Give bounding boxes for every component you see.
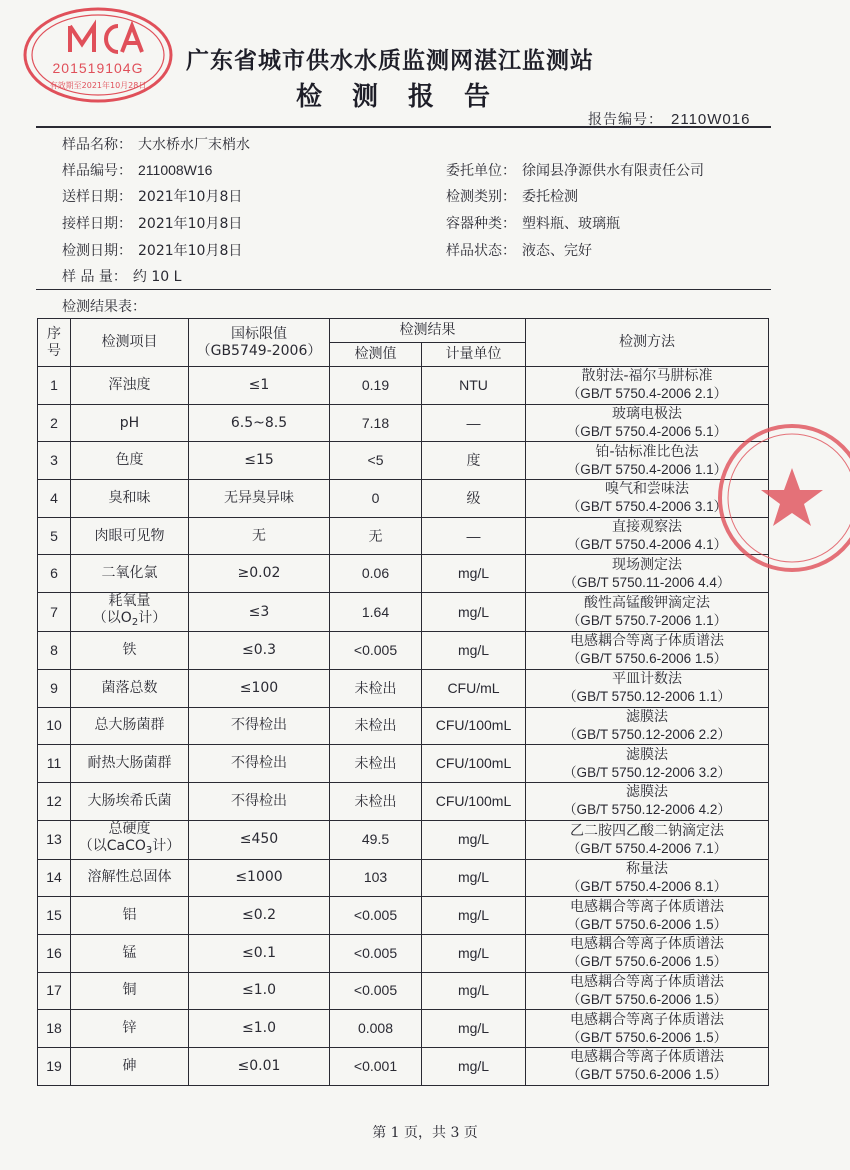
table-row: [38, 820, 769, 859]
cell-value: 49.5: [330, 820, 422, 859]
cell-unit: mg/L: [422, 555, 526, 593]
client-unit: [446, 160, 704, 180]
cell-value: 无: [330, 517, 422, 555]
cell-method: 现场测定法 （GB/T 5750.11-2006 4.4）: [526, 555, 769, 593]
delivery-date: [62, 186, 242, 206]
cell-method: 散射法-福尔马肼标准 （GB/T 5750.4-2006 2.1）: [526, 367, 769, 405]
info-label: 检测类别：: [446, 189, 516, 205]
info-value: 液态、完好: [522, 243, 592, 259]
info-value: 2021年10月8日: [138, 216, 243, 232]
inspection-seal-icon: [712, 418, 850, 578]
svg-text:201519104G: 201519104G: [52, 60, 144, 76]
table-row: [38, 934, 769, 972]
cell-limit: ≤1.0: [189, 1010, 330, 1048]
cell-method: 电感耦合等离子体质谱法 （GB/T 5750.6-2006 1.5）: [526, 1010, 769, 1048]
cell-value: 未检出: [330, 782, 422, 820]
info-value: 2021年10月8日: [138, 189, 243, 205]
cell-unit: NTU: [422, 367, 526, 405]
cell-limit: 无: [189, 517, 330, 555]
sample-name: [62, 134, 250, 154]
cell-item: 菌落总数: [71, 669, 189, 707]
cell-limit: ≤1.0: [189, 972, 330, 1010]
cell-value: <0.005: [330, 897, 422, 935]
report-title: 检测报告: [296, 82, 521, 112]
cell-limit: 6.5~8.5: [189, 404, 330, 442]
cell-seq: 8: [38, 632, 71, 670]
info-value: 塑料瓶、玻璃瓶: [522, 216, 620, 232]
info-label: 样品编号：: [62, 163, 132, 179]
cell-value: <0.005: [330, 632, 422, 670]
cell-unit: mg/L: [422, 632, 526, 670]
cell-item: 大肠埃希氏菌: [71, 782, 189, 820]
cell-item: 浑浊度: [71, 367, 189, 405]
cell-unit: CFU/mL: [422, 669, 526, 707]
sample-quantity: [62, 266, 181, 286]
cell-seq: 6: [38, 555, 71, 593]
cell-unit: —: [422, 404, 526, 442]
cell-method: 嗅气和尝味法 （GB/T 5750.4-2006 3.1）: [526, 480, 769, 518]
report-number-label: 报告编号：: [588, 112, 663, 128]
cell-unit: CFU/100mL: [422, 707, 526, 745]
cell-limit: ≥0.02: [189, 555, 330, 593]
cell-seq: 18: [38, 1010, 71, 1048]
cell-seq: 4: [38, 480, 71, 518]
header-result: 检测结果: [330, 319, 526, 343]
table-row: [38, 480, 769, 518]
cell-limit: ≤15: [189, 442, 330, 480]
cell-value: 0: [330, 480, 422, 518]
info-value: 大水桥水厂末梢水: [138, 137, 250, 153]
cell-method: 电感耦合等离子体质谱法 （GB/T 5750.6-2006 1.5）: [526, 934, 769, 972]
cell-item: 总硬度 （以CaCO$_3$计）: [71, 820, 189, 859]
cell-limit: 不得检出: [189, 707, 330, 745]
cell-seq: 9: [38, 669, 71, 707]
cell-method: 滤膜法 （GB/T 5750.12-2006 2.2）: [526, 707, 769, 745]
cell-seq: 11: [38, 745, 71, 783]
table-row: [38, 859, 769, 897]
header-limit: 国标限值 （GB5749-2006）: [189, 319, 330, 367]
cell-seq: 7: [38, 593, 71, 632]
cell-limit: 不得检出: [189, 782, 330, 820]
info-label: 样品名称：: [62, 137, 132, 153]
table-row: [38, 897, 769, 935]
cell-limit: 不得检出: [189, 745, 330, 783]
cell-seq: 1: [38, 367, 71, 405]
cell-seq: 19: [38, 1048, 71, 1086]
info-value: 约 10 L: [132, 269, 182, 285]
svg-text:有效期至2021年10月28日: 有效期至2021年10月28日: [49, 81, 147, 90]
cell-unit: mg/L: [422, 972, 526, 1010]
cell-value: 0.19: [330, 367, 422, 405]
info-value: 委托检测: [522, 189, 578, 205]
receipt-date: [62, 213, 242, 233]
cell-value: <0.001: [330, 1048, 422, 1086]
station-title: 广东省城市供水水质监测网湛江监测站: [186, 47, 594, 74]
cell-item: 色度: [71, 442, 189, 480]
cell-item: 铝: [71, 897, 189, 935]
cell-limit: ≤1: [189, 367, 330, 405]
info-value: 211008W16: [138, 162, 213, 178]
info-divider: [36, 289, 771, 290]
cell-unit: mg/L: [422, 859, 526, 897]
table-row: [38, 593, 769, 632]
page-footer: 第 1 页，共 3 页: [372, 1125, 478, 1141]
header-divider: [36, 126, 771, 128]
table-row: [38, 555, 769, 593]
info-value: 2021年10月8日: [138, 243, 243, 259]
cma-stamp-icon: [22, 6, 174, 104]
cell-seq: 14: [38, 859, 71, 897]
cell-seq: 15: [38, 897, 71, 935]
results-table: [37, 318, 769, 1086]
report-number-value: 2110W016: [671, 111, 751, 128]
cell-unit: 度: [422, 442, 526, 480]
cell-method: 酸性高锰酸钾滴定法 （GB/T 5750.7-2006 1.1）: [526, 593, 769, 632]
cell-item: 锰: [71, 934, 189, 972]
cell-method: 乙二胺四乙酸二钠滴定法 （GB/T 5750.4-2006 7.1）: [526, 820, 769, 859]
sample-number: [62, 160, 212, 180]
header-unit: 计量单位: [422, 343, 526, 367]
cell-limit: ≤0.2: [189, 897, 330, 935]
cell-method: 直接观察法 （GB/T 5750.4-2006 4.1）: [526, 517, 769, 555]
test-date: [62, 240, 242, 260]
cell-seq: 3: [38, 442, 71, 480]
cell-item: 锌: [71, 1010, 189, 1048]
cell-unit: mg/L: [422, 820, 526, 859]
cell-method: 铂-钴标准比色法 （GB/T 5750.4-2006 1.1）: [526, 442, 769, 480]
cell-limit: ≤0.3: [189, 632, 330, 670]
cell-seq: 5: [38, 517, 71, 555]
cell-method: 平皿计数法 （GB/T 5750.12-2006 1.1）: [526, 669, 769, 707]
cell-method: 玻璃电极法 （GB/T 5750.4-2006 5.1）: [526, 404, 769, 442]
info-label: 接样日期：: [62, 216, 132, 232]
table-row: [38, 669, 769, 707]
cell-value: <5: [330, 442, 422, 480]
table-row: [38, 442, 769, 480]
header-item: 检测项目: [71, 319, 189, 367]
cell-seq: 12: [38, 782, 71, 820]
cell-method: 称量法 （GB/T 5750.4-2006 8.1）: [526, 859, 769, 897]
header-method: 检测方法: [526, 319, 769, 367]
cell-value: 0.06: [330, 555, 422, 593]
cell-unit: mg/L: [422, 897, 526, 935]
cell-limit: ≤450: [189, 820, 330, 859]
cell-limit: 无异臭异味: [189, 480, 330, 518]
cell-method: 电感耦合等离子体质谱法 （GB/T 5750.6-2006 1.5）: [526, 1048, 769, 1086]
cell-limit: ≤100: [189, 669, 330, 707]
cell-value: 未检出: [330, 745, 422, 783]
cell-value: 0.008: [330, 1010, 422, 1048]
table-row: [38, 517, 769, 555]
cell-value: <0.005: [330, 972, 422, 1010]
cell-seq: 2: [38, 404, 71, 442]
cell-item: 耐热大肠菌群: [71, 745, 189, 783]
info-label: 委托单位：: [446, 163, 516, 179]
cell-value: 1.64: [330, 593, 422, 632]
cell-item: 肉眼可见物: [71, 517, 189, 555]
cell-limit: ≤1000: [189, 859, 330, 897]
cell-item: 总大肠菌群: [71, 707, 189, 745]
cell-item: pH: [71, 404, 189, 442]
cell-method: 滤膜法 （GB/T 5750.12-2006 4.2）: [526, 782, 769, 820]
cell-unit: 级: [422, 480, 526, 518]
cell-item: 溶解性总固体: [71, 859, 189, 897]
cell-item: 耗氧量 （以$O_2$计）: [71, 593, 189, 632]
cell-limit: ≤0.1: [189, 934, 330, 972]
table-row: [38, 782, 769, 820]
cell-unit: mg/L: [422, 1048, 526, 1086]
cell-unit: mg/L: [422, 1010, 526, 1048]
sample-state: [446, 240, 592, 260]
table-row: [38, 404, 769, 442]
cell-unit: CFU/100mL: [422, 745, 526, 783]
cell-item: 铁: [71, 632, 189, 670]
container-type: [446, 213, 620, 233]
cell-seq: 16: [38, 934, 71, 972]
results-title: 检测结果表：: [62, 299, 146, 315]
cell-value: 7.18: [330, 404, 422, 442]
test-category: [446, 186, 578, 206]
table-row: [38, 1048, 769, 1086]
cell-method: 滤膜法 （GB/T 5750.12-2006 3.2）: [526, 745, 769, 783]
cell-value: <0.005: [330, 934, 422, 972]
table-row: [38, 707, 769, 745]
table-row: [38, 632, 769, 670]
cell-value: 未检出: [330, 669, 422, 707]
info-label: 样品状态：: [446, 243, 516, 259]
info-value: 徐闻县净源供水有限责任公司: [522, 163, 704, 179]
cell-limit: ≤3: [189, 593, 330, 632]
table-row: [38, 745, 769, 783]
cell-unit: mg/L: [422, 934, 526, 972]
info-label: 容器种类：: [446, 216, 516, 232]
cell-item: 二氧化氯: [71, 555, 189, 593]
header-measured: 检测值: [330, 343, 422, 367]
table-row: [38, 367, 769, 405]
cell-item: 铜: [71, 972, 189, 1010]
cell-item: 臭和味: [71, 480, 189, 518]
cell-unit: mg/L: [422, 593, 526, 632]
cell-method: 电感耦合等离子体质谱法 （GB/T 5750.6-2006 1.5）: [526, 632, 769, 670]
cell-value: 未检出: [330, 707, 422, 745]
info-label: 送样日期：: [62, 189, 132, 205]
cell-item: 砷: [71, 1048, 189, 1086]
cell-method: 电感耦合等离子体质谱法 （GB/T 5750.6-2006 1.5）: [526, 897, 769, 935]
table-row: [38, 1010, 769, 1048]
info-label: 样 品 量：: [62, 269, 127, 285]
cell-seq: 10: [38, 707, 71, 745]
cell-limit: ≤0.01: [189, 1048, 330, 1086]
cell-value: 103: [330, 859, 422, 897]
table-row: [38, 972, 769, 1010]
cell-method: 电感耦合等离子体质谱法 （GB/T 5750.6-2006 1.5）: [526, 972, 769, 1010]
header-seq: 序 号: [38, 319, 71, 367]
cell-seq: 17: [38, 972, 71, 1010]
cell-seq: 13: [38, 820, 71, 859]
cell-unit: —: [422, 517, 526, 555]
cell-unit: CFU/100mL: [422, 782, 526, 820]
info-label: 检测日期：: [62, 243, 132, 259]
